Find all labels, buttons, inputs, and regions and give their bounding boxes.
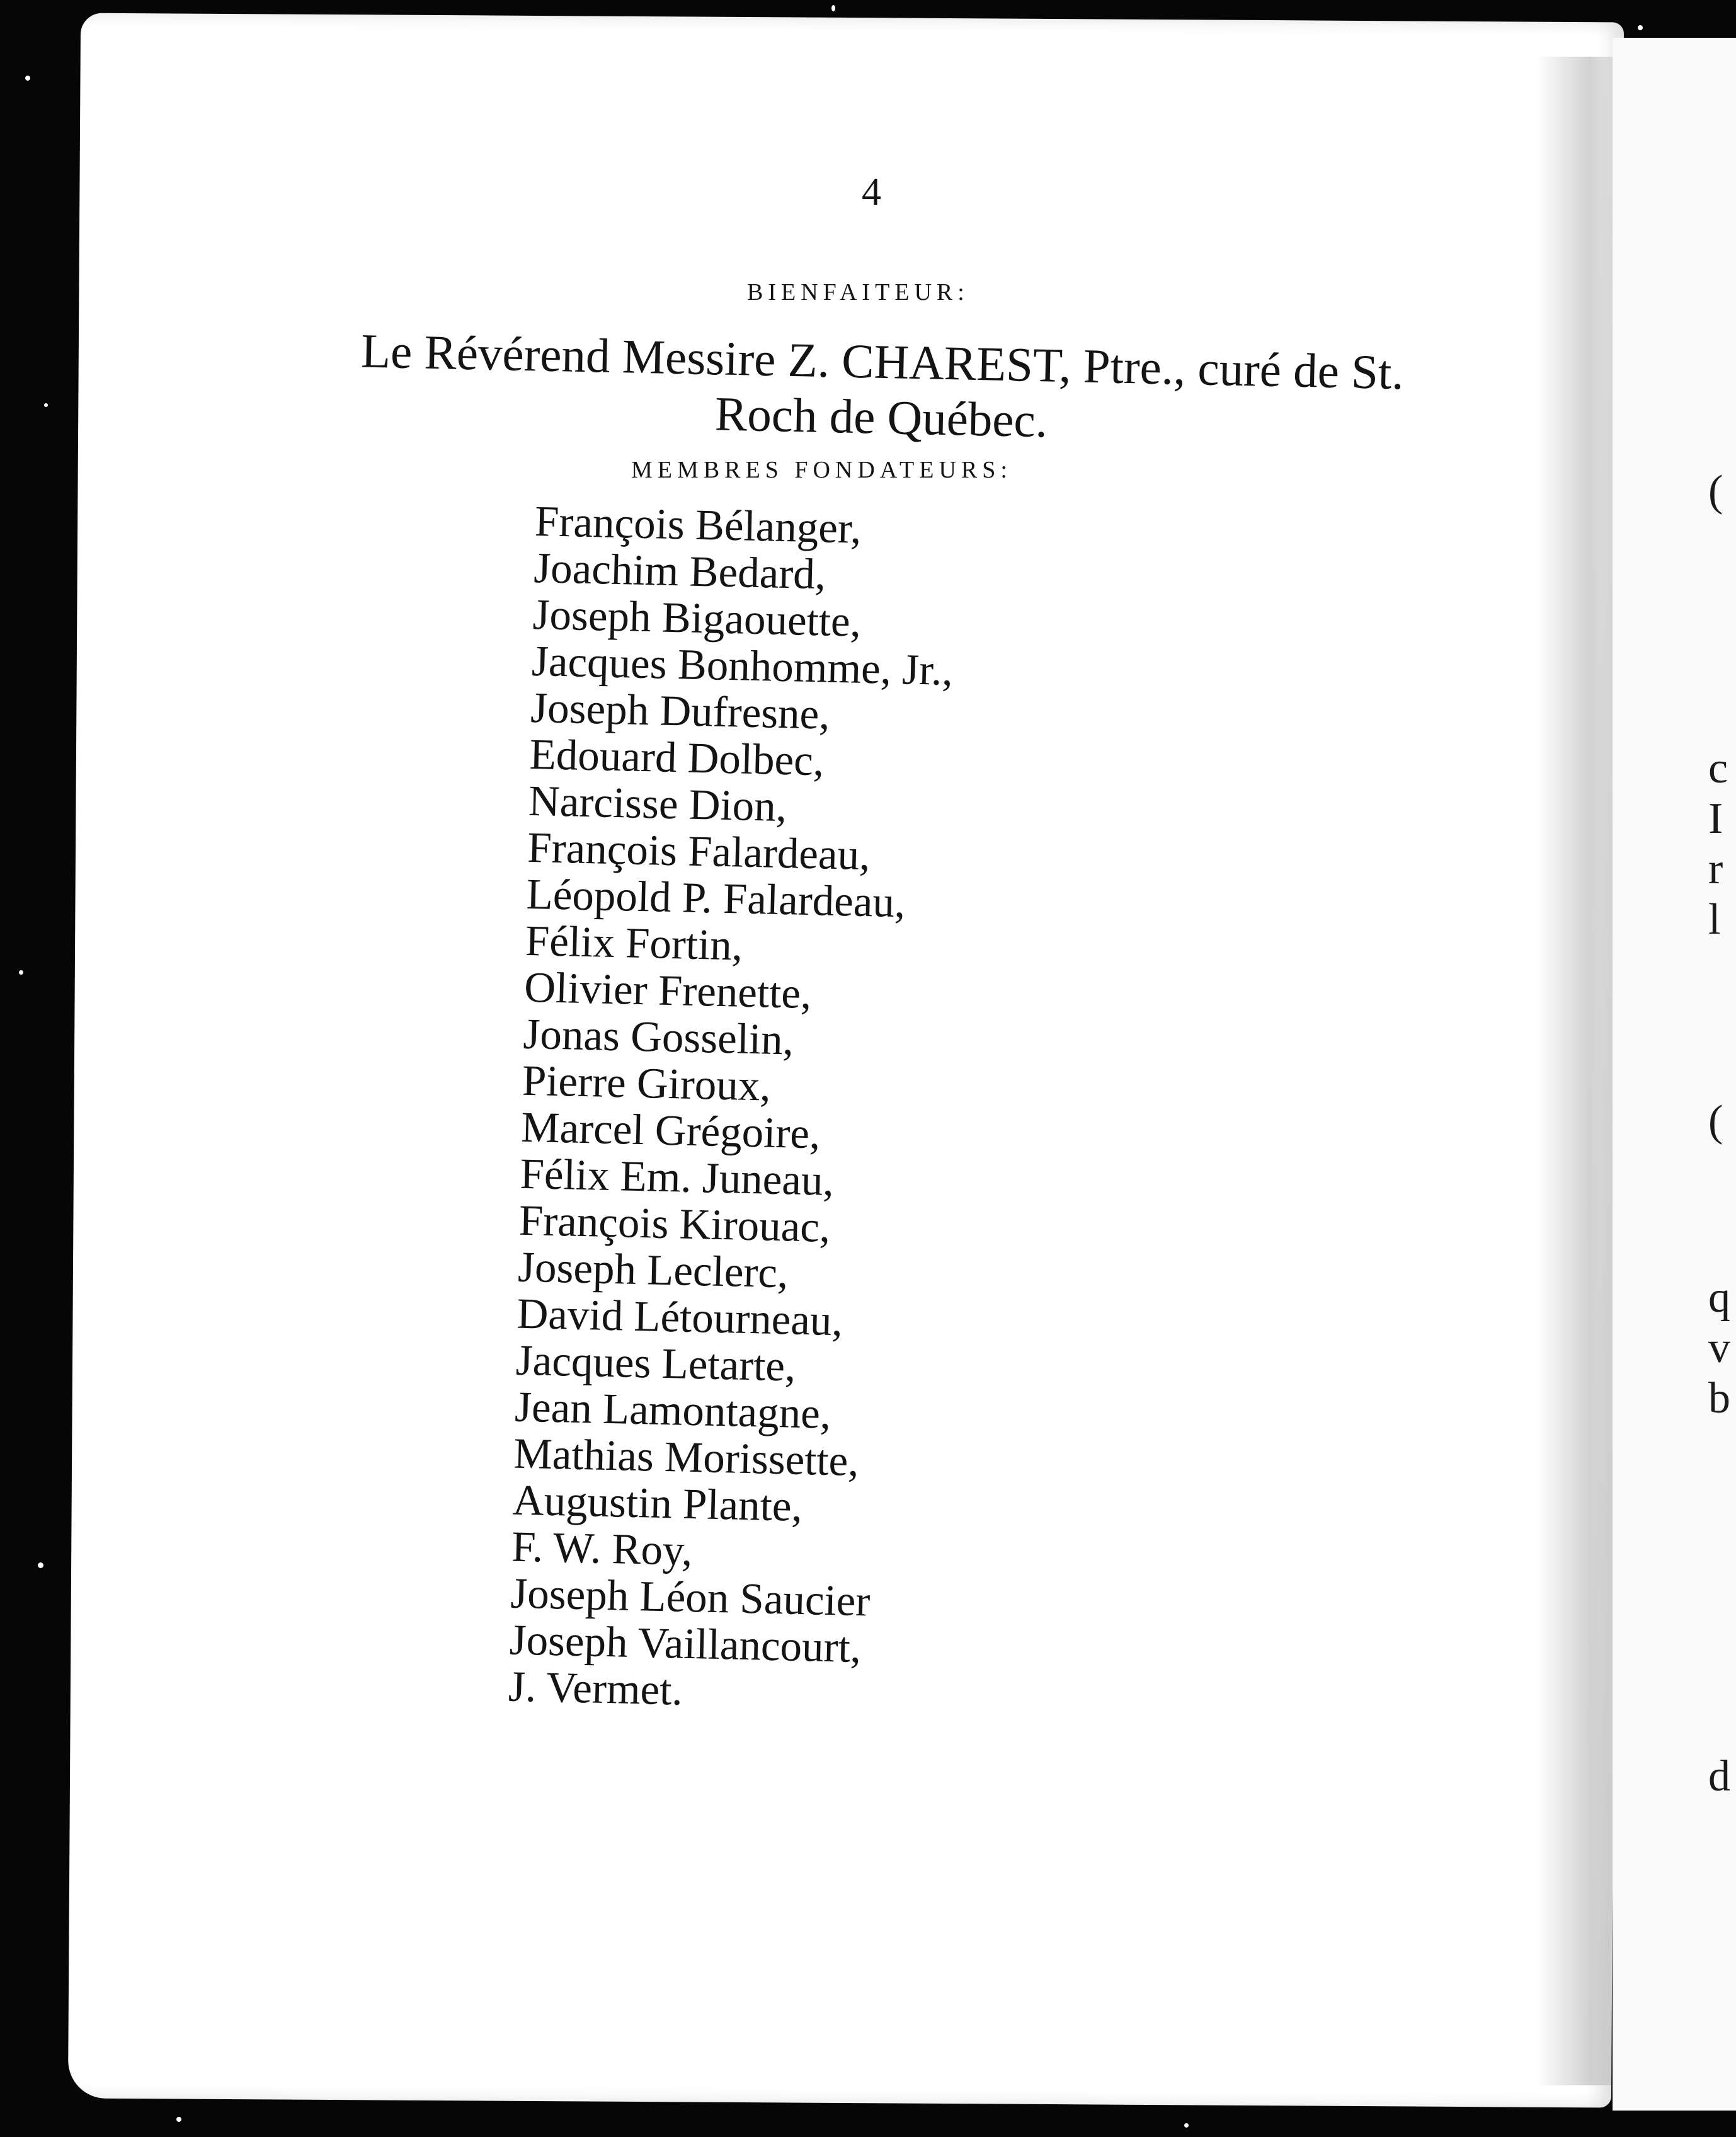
fragment: q bbox=[1708, 1273, 1730, 1322]
fragment: I bbox=[1708, 794, 1723, 843]
list-item: J. Vermet. bbox=[508, 1662, 683, 1714]
list-item: Pierre Giroux, bbox=[522, 1056, 772, 1110]
dust-speck bbox=[38, 1562, 43, 1568]
list-item: Narcisse Dion, bbox=[528, 776, 787, 831]
list-item: Augustin Plante, bbox=[512, 1475, 803, 1531]
founders-heading: MEMBRES FONDATEURS: bbox=[631, 457, 1012, 483]
dust-speck bbox=[44, 403, 48, 407]
list-item: François Kirouac, bbox=[518, 1196, 831, 1251]
benefactor-heading: BIENFAITEUR: bbox=[747, 279, 969, 306]
dust-speck bbox=[25, 76, 30, 81]
list-item: David Létourneau, bbox=[516, 1289, 843, 1345]
list-item: Joseph Vaillancourt, bbox=[509, 1615, 862, 1672]
list-item: Félix Fortin, bbox=[525, 916, 743, 970]
list-item: Olivier Frenette, bbox=[523, 963, 813, 1018]
list-item: Joseph Léon Saucier bbox=[510, 1569, 871, 1625]
fragment: d bbox=[1708, 1752, 1730, 1801]
page-number: 4 bbox=[862, 171, 881, 214]
fragment: ( bbox=[1708, 1097, 1723, 1145]
list-item: François Bélanger, bbox=[534, 497, 862, 553]
list-item: Jean Lamontagne, bbox=[514, 1382, 831, 1438]
list-item: F. W. Roy, bbox=[511, 1522, 694, 1575]
list-item: Jacques Letarte, bbox=[515, 1336, 797, 1390]
fragment: l bbox=[1708, 895, 1721, 944]
list-item: Jonas Gosselin, bbox=[522, 1009, 794, 1064]
list-item: Félix Em. Juneau, bbox=[519, 1149, 835, 1205]
dust-speck bbox=[1184, 2123, 1189, 2128]
fragment: ( bbox=[1708, 467, 1723, 515]
list-item: Jacques Bonhomme, Jr., bbox=[531, 636, 954, 695]
fragment: r bbox=[1708, 845, 1723, 893]
founders-list bbox=[508, 498, 1228, 1725]
dust-speck bbox=[1638, 25, 1643, 30]
list-item: François Falardeau, bbox=[527, 823, 871, 879]
list-item: Edouard Dolbec, bbox=[528, 730, 825, 785]
benefactor-line-1: Le Révérend Messire Z. CHAREST, Ptre., curé de St. bbox=[360, 323, 1405, 400]
list-item: Joseph Leclerc, bbox=[517, 1242, 789, 1297]
benefactor-line-2: Roch de Québec. bbox=[714, 386, 1048, 448]
list-item: Joseph Dufresne, bbox=[530, 683, 831, 738]
list-item: Joseph Bigaouette, bbox=[532, 590, 862, 646]
dust-speck bbox=[19, 970, 23, 975]
list-item: Mathias Morissette, bbox=[513, 1429, 860, 1486]
list-item: Joachim Bedard, bbox=[533, 543, 826, 599]
fragment: b bbox=[1708, 1374, 1730, 1423]
dust-speck bbox=[176, 2117, 181, 2122]
fragment: v bbox=[1708, 1324, 1730, 1372]
list-item: Marcel Grégoire, bbox=[520, 1103, 821, 1158]
list-item: Léopold P. Falardeau, bbox=[525, 869, 906, 927]
benefactor-entry bbox=[282, 321, 1481, 457]
fragment: c bbox=[1708, 744, 1728, 793]
dust-speck bbox=[831, 5, 835, 11]
